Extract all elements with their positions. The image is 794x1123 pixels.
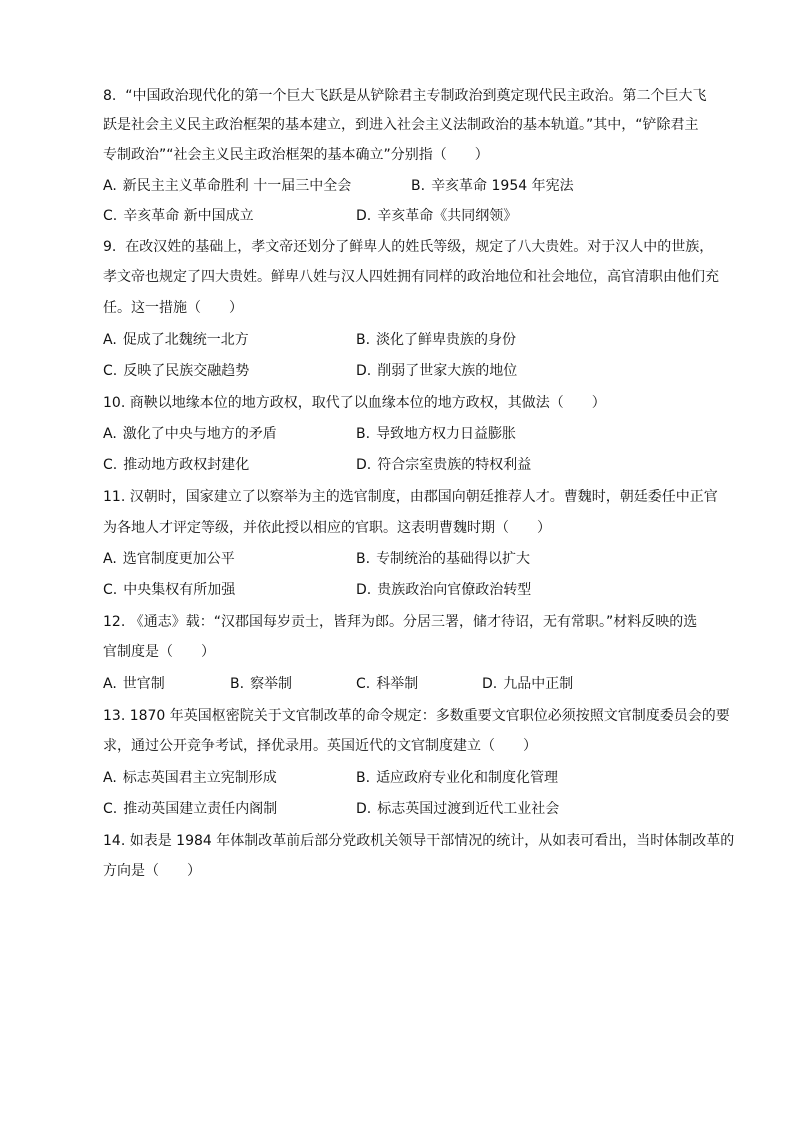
option-b[interactable]	[356, 549, 530, 569]
option-label: B.	[356, 551, 371, 567]
option-text: 辛亥革命《共同纲领》	[377, 208, 518, 224]
option-b[interactable]	[356, 424, 516, 444]
option-text: 中央集权有所加强	[123, 582, 236, 598]
option-text: 适应政府专业化和制度化管理	[376, 770, 559, 786]
option-label: B.	[356, 770, 371, 786]
question-text-line: 11. 汉朝时，国家建立了以察举为主的选官制度，由郡国向朝廷推荐人才。曹魏时，朝廷委任中正官	[103, 489, 718, 505]
option-label: B.	[356, 426, 371, 442]
option-b[interactable]	[411, 176, 574, 196]
option-label: C.	[103, 363, 118, 379]
question-text-line: 官制度是（ ）	[103, 644, 215, 660]
option-label: C.	[103, 457, 118, 473]
option-text: 辛亥革命 新中国成立	[123, 208, 254, 224]
option-text: 九品中正制	[503, 676, 574, 692]
option-label: C.	[103, 801, 118, 817]
option-d[interactable]	[356, 799, 559, 819]
option-label: A.	[103, 426, 117, 442]
question-text-line: 方向是（ ）	[103, 863, 201, 879]
question-text-line: 12. 《通志》载：“汉郡国每岁贡士，皆拜为郎。分居三署，储才待诏，无有常职。”材料反映的选	[103, 614, 698, 630]
question-text-line: 任。这一措施（ ）	[103, 300, 243, 316]
option-a[interactable]	[103, 674, 165, 694]
option-label: D.	[356, 801, 372, 817]
option-c[interactable]	[103, 206, 254, 226]
option-d[interactable]	[356, 580, 531, 600]
option-a[interactable]	[103, 330, 249, 350]
option-label: D.	[356, 457, 372, 473]
option-label: A.	[103, 770, 117, 786]
option-text: 新民主主义革命胜利 十一届三中全会	[122, 178, 352, 194]
question-text-line: 为各地人才评定等级，并依此授以相应的官职。这表明曹魏时期（ ）	[103, 520, 551, 536]
option-c[interactable]	[356, 674, 418, 694]
option-text: 专制统治的基础得以扩大	[376, 551, 531, 567]
option-text: 察举制	[250, 676, 293, 692]
option-c[interactable]	[103, 361, 249, 381]
option-text: 削弱了世家大族的地位	[377, 363, 518, 379]
question-text-line: 专制政治”“社会主义民主政治框架的基本确立”分别指（ ）	[103, 147, 489, 163]
option-d[interactable]	[356, 455, 531, 475]
option-text: 辛亥革命 1954 年宪法	[431, 178, 574, 194]
option-c[interactable]	[103, 799, 277, 819]
option-d[interactable]	[356, 361, 517, 381]
option-label: B.	[411, 178, 426, 194]
question-text-line: 13. 1870 年英国枢密院关于文官制改革的命令规定：多数重要文官职位必须按照文官制度委员会的要	[103, 708, 730, 724]
option-c[interactable]	[103, 580, 235, 600]
option-label: A.	[103, 332, 117, 348]
option-a[interactable]	[103, 424, 277, 444]
question-text-line: 求，通过公开竞争考试，择优录用。英国近代的文官制度建立（ ）	[103, 738, 537, 754]
option-b[interactable]	[230, 674, 292, 694]
option-text: 激化了中央与地方的矛盾	[122, 426, 277, 442]
option-label: C.	[356, 676, 371, 692]
question-text-line: 跃是社会主义民主政治框架的基本建立，到进入社会主义法制政治的基本轨道。”其中，“铲除君主	[103, 117, 699, 133]
option-text: 标志英国君主立宪制形成	[122, 770, 277, 786]
option-text: 贵族政治向官僚政治转型	[377, 582, 532, 598]
option-b[interactable]	[356, 330, 516, 350]
option-text: 推动英国建立责任内阁制	[123, 801, 278, 817]
option-label: B.	[356, 332, 371, 348]
option-text: 标志英国过渡到近代工业社会	[377, 801, 560, 817]
option-label: A.	[103, 551, 117, 567]
option-text: 导致地方权力日益膨胀	[376, 426, 517, 442]
option-label: C.	[103, 208, 118, 224]
option-text: 反映了民族交融趋势	[123, 363, 250, 379]
option-label: D.	[482, 676, 498, 692]
option-c[interactable]	[103, 455, 249, 475]
option-label: A.	[103, 676, 117, 692]
question-text-line: 孝文帝也规定了四大贵姓。鲜卑八姓与汉人四姓拥有同样的政治地位和社会地位，高官清职由他们充	[103, 269, 719, 285]
option-b[interactable]	[356, 768, 558, 788]
option-text: 科举制	[376, 676, 419, 692]
option-label: C.	[103, 582, 118, 598]
option-label: B.	[230, 676, 245, 692]
question-text-line: 8. “中国政治现代化的第一个巨大飞跃是从铲除君主专制政治到奠定现代民主政治。第二个巨大飞	[103, 88, 707, 104]
option-label: D.	[356, 208, 372, 224]
option-text: 推动地方政权封建化	[123, 457, 250, 473]
option-d[interactable]	[356, 206, 517, 226]
option-d[interactable]	[482, 674, 573, 694]
option-text: 符合宗室贵族的特权利益	[377, 457, 532, 473]
option-text: 促成了北魏统一北方	[122, 332, 249, 348]
question-text-line: 9. 在改汉姓的基础上，孝文帝还划分了鲜卑人的姓氏等级，规定了八大贵姓。对于汉人中的世族，	[103, 239, 714, 255]
option-label: D.	[356, 582, 372, 598]
option-label: A.	[103, 178, 117, 194]
option-a[interactable]	[103, 549, 235, 569]
question-text-line: 14. 如表是 1984 年体制改革前后部分党政机关领导干部情况的统计，从如表可看出，当时体制改革的	[103, 833, 735, 849]
option-a[interactable]	[103, 176, 351, 196]
option-text: 选官制度更加公平	[122, 551, 235, 567]
question-text-line: 10. 商鞅以地缘本位的地方政权，取代了以血缘本位的地方政权，其做法（ ）	[103, 395, 606, 411]
option-a[interactable]	[103, 768, 277, 788]
option-text: 世官制	[122, 676, 165, 692]
option-label: D.	[356, 363, 372, 379]
option-text: 淡化了鲜卑贵族的身份	[376, 332, 517, 348]
